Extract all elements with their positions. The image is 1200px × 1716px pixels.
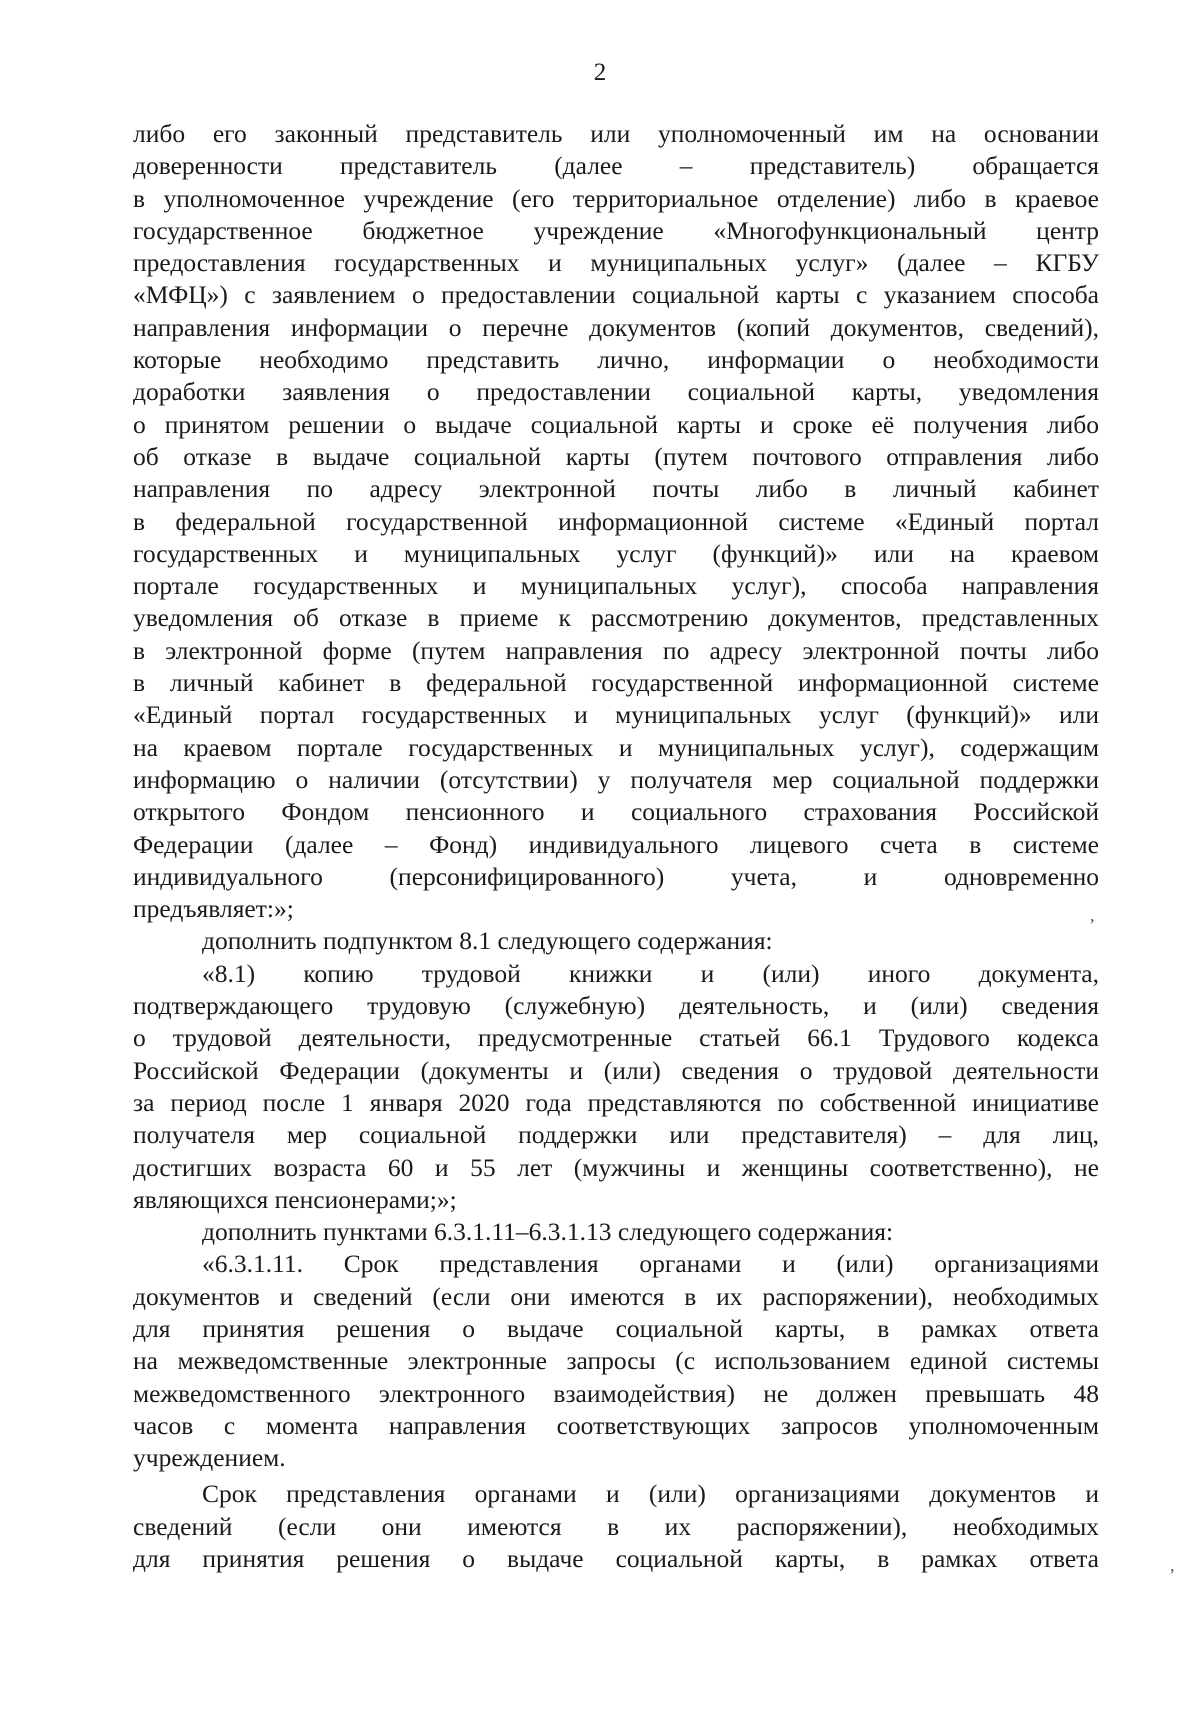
text-line: доверенности представитель (далее – представитель) обращается [133,151,1099,181]
paragraph-representative-appeal [133,118,1099,925]
text-line: Федерации (далее – Фонд) индивидуального лицевого счета в системе [133,829,1099,859]
text-line: в уполномоченное учреждение (его территориальное отделение) либо в краевое [133,183,1099,213]
text-line: «МФЦ») с заявлением о предоставлении социальной карты с указанием способа [133,280,1099,310]
text-line: о принятом решении о выдаче социальной карты и сроке её получения либо [133,409,1099,439]
text-line: Срок представления органами и (или) организациями документов и [202,1479,1099,1509]
text-line: об отказе в выдаче социальной карты (путем почтового отправления либо [133,441,1099,471]
paragraph-add-items-6-3-1-11 [133,1216,1099,1248]
text-line: документов и сведений (если они имеются в их распоряжении), необходимых [133,1281,1099,1311]
text-line: достигших возраста 60 и 55 лет (мужчины и женщины соответственно), не [133,1152,1099,1182]
paragraph-subitem-8-1 [133,958,1099,1216]
text-line: индивидуального (персонифицированного) учета, и одновременно [133,861,1099,891]
paragraph-item-6-3-1-11 [133,1248,1099,1474]
text-line: доработки заявления о предоставлении социальной карты, уведомления [133,377,1099,407]
text-line: дополнить подпунктом 8.1 следующего содержания: [202,926,773,956]
text-line: в федеральной государственной информационной системе «Единый портал [133,506,1099,536]
text-line: в личный кабинет в федеральной государственной информационной системе [133,668,1099,698]
text-line: за период после 1 января 2020 года представляются по собственной инициативе [133,1087,1099,1117]
text-line: предоставления государственных и муниципальных услуг» (далее – КГБУ [133,248,1099,278]
text-line: портале государственных и муниципальных услуг), способа направления [133,571,1099,601]
text-line: информацию о наличии (отсутствии) у получателя мер социальной поддержки [133,764,1099,794]
text-line: для принятия решения о выдаче социальной карты, в рамках ответа [133,1313,1099,1343]
text-line: часов с момента направления соответствующих запросов уполномоченным [133,1410,1099,1440]
text-line: открытого Фондом пенсионного и социального страхования Российской [133,797,1099,827]
text-line: дополнить пунктами 6.3.1.11–6.3.1.13 следующего содержания: [202,1217,894,1247]
text-line: предъявляет:»; [133,894,294,924]
text-line: направления по адресу электронной почты либо в личный кабинет [133,474,1099,504]
text-line: являющихся пенсионерами;»; [133,1184,457,1214]
text-line: уведомления об отказе в приеме к рассмотрению документов, представленных [133,603,1099,633]
text-line: сведений (если они имеются в их распоряжении), необходимых [133,1511,1099,1541]
text-line: учреждением. [133,1443,286,1473]
text-line: либо его законный представитель или уполномоченный им на основании [133,119,1099,148]
text-line: о трудовой деятельности, предусмотренные статьей 66.1 Трудового кодекса [133,1023,1099,1053]
text-line: межведомственного электронного взаимодействия) не должен превышать 48 [133,1378,1099,1408]
text-line: в электронной форме (путем направления по адресу электронной почты либо [133,635,1099,665]
document-body [133,118,1099,1575]
text-line: направления информации о перечне документов (копий документов, сведений), [133,312,1099,342]
paragraph-deadline-documents [133,1478,1099,1575]
text-line: для принятия решения о выдаче социальной карты, в рамках ответа [133,1544,1099,1574]
text-line: государственных и муниципальных услуг (функций)» или на краевом [133,538,1099,568]
text-line: «Единый портал государственных и муниципальных услуг (функций)» или [133,700,1099,730]
text-line: получателя мер социальной поддержки или представителя) – для лиц, [133,1120,1099,1150]
scan-speck-mark: , [1090,905,1095,925]
text-line: Российской Федерации (документы и (или) сведения о трудовой деятельности [133,1055,1099,1085]
page-number: 2 [593,59,607,86]
scan-speck-mark: , [1170,1555,1175,1575]
text-line: государственное бюджетное учреждение «Многофункциональный центр [133,215,1099,245]
text-line: на межведомственные электронные запросы (с использованием единой системы [133,1346,1099,1376]
text-line: которые необходимо представить лично, информации о необходимости [133,345,1099,375]
text-line: подтверждающего трудовую (служебную) деятельность, и (или) сведения [133,991,1099,1021]
text-line: «8.1) копию трудовой книжки и (или) иного документа, [202,958,1099,988]
paragraph-add-subitem-8-1 [133,925,1099,957]
text-line: «6.3.1.11. Срок представления органами и (или) организациями [202,1249,1099,1279]
text-line: на краевом портале государственных и муниципальных услуг), содержащим [133,732,1099,762]
